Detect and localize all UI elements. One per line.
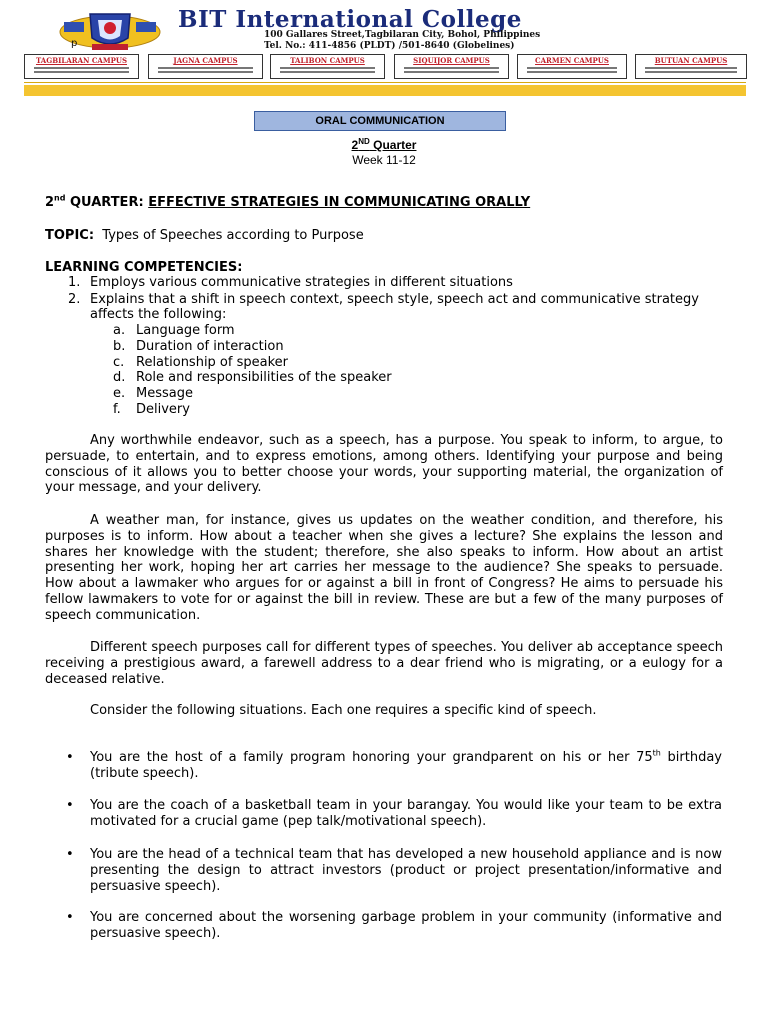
bullet-icon: • xyxy=(66,847,74,862)
sub-item-text: Delivery xyxy=(136,402,190,417)
body-paragraph: Different speech purposes call for different types of speeches. You deliver ab acceptance speech receiving a prestigious award, a farewell address to a dear friend who is migrating, or a eulogy for a deceased relative. xyxy=(45,640,723,687)
topic-label: TOPIC: xyxy=(45,228,95,243)
topic-line xyxy=(45,228,723,244)
college-name: BIT International College xyxy=(178,6,522,33)
subject-title-box: ORAL COMMUNICATION xyxy=(254,111,506,131)
campus-siquijor xyxy=(394,54,509,79)
competency-text: Explains that a shift in speech context, speech style, speech act and communicative strategy xyxy=(90,292,699,307)
topic-text: Types of Speeches according to Purpose xyxy=(94,228,364,243)
quarter-label xyxy=(0,138,768,152)
campus-contact-line xyxy=(280,71,375,73)
bullet-icon: • xyxy=(66,798,74,813)
campus-butuan xyxy=(635,54,747,79)
sub-item-text: Duration of interaction xyxy=(136,339,284,354)
sub-item-text: Relationship of speaker xyxy=(136,355,288,370)
situation-text: You are the host of a family program honoring your grandparent on his or her 75 xyxy=(90,750,653,765)
college-address: 100 Gallares Street,Tagbilaran City, Bohol, Philippines xyxy=(264,30,541,40)
situation-item xyxy=(90,750,722,782)
campus-contact-line xyxy=(645,71,737,73)
campus-contact-line xyxy=(645,67,737,69)
competency-number: 2. xyxy=(68,292,81,307)
campus-tagbilaran xyxy=(24,54,139,79)
campus-contact-line xyxy=(527,71,617,73)
campus-contact-line xyxy=(404,67,499,69)
campus-contact-line xyxy=(280,67,375,69)
sub-item-text: Message xyxy=(136,386,193,401)
situation-item: You are the head of a technical team that has developed a new household appliance and is now presenting the design to attract investors (product or project presentation/informative and persuasive speech). xyxy=(90,847,722,894)
college-telephone: Tel. No.: 411-4856 (PLDT) /501-8640 (Globelines) xyxy=(264,41,515,51)
campus-name: BUTUAN CAMPUS xyxy=(654,56,728,65)
body-paragraph: Any worthwhile endeavor, such as a speech, has a purpose. You speak to inform, to argue, to persuade, to entertain, and to express emotions, among others. Identifying your purpose and being conscious of it allows you to better choose your words, your supporting material, the organization of your message, and your delivery. xyxy=(45,433,723,496)
stray-character: p xyxy=(71,38,78,49)
campus-name: TAGBILARAN CAMPUS xyxy=(35,56,128,65)
campus-list xyxy=(24,54,748,80)
campus-name: TALIBON CAMPUS xyxy=(290,56,365,65)
campus-contact-line xyxy=(34,71,129,73)
ordinal-suffix: th xyxy=(652,748,661,758)
campus-talibon xyxy=(270,54,385,79)
campus-name: CARMEN CAMPUS xyxy=(535,56,609,65)
sub-item-text: Role and responsibilities of the speaker xyxy=(136,370,392,385)
sub-item-letter: c. xyxy=(113,355,125,370)
week-label: Week 11-12 xyxy=(352,153,416,167)
heading-suffix: nd xyxy=(54,193,66,203)
heading-title: EFFECTIVE STRATEGIES IN COMMUNICATING ORALLY xyxy=(148,195,531,210)
quarter-word: Quarter xyxy=(369,138,417,152)
situation-item: You are concerned about the worsening garbage problem in your community (informative and persuasive speech). xyxy=(90,910,722,941)
sub-item-letter: a. xyxy=(113,323,126,338)
competency-number: 1. xyxy=(68,275,81,290)
campus-name: SIQUIJOR CAMPUS xyxy=(413,56,490,65)
competency-text-continued: affects the following: xyxy=(90,307,227,322)
body-paragraph: Consider the following situations. Each one requires a specific kind of speech. xyxy=(90,703,597,718)
situation-text-end: birthday (tribute speech). xyxy=(90,750,722,781)
quarter-number: 2 xyxy=(351,138,359,152)
campus-contact-line xyxy=(158,67,253,69)
quarter-heading xyxy=(45,195,723,211)
campus-contact-line xyxy=(527,67,617,69)
body-paragraph: A weather man, for instance, gives us updates on the weather condition, and therefore, his purposes is to inform. How about a teacher when she gives a lecture? She explains the lesson and shares her knowledge with the student; therefore, she also speaks to inform. How about an artist presenting her work, hoping her art carries her message to the audience? She speaks to persuade. How about a lawmaker who argues for or against a bill in front of Congress? He aims to persuade his fellow lawmakers to vote for or against the bill in review. These are but a few of the many purposes of speech communication. xyxy=(45,513,723,623)
competency-text: Employs various communicative strategies in different situations xyxy=(90,275,513,290)
campus-contact-line xyxy=(404,71,499,73)
campus-contact-line xyxy=(34,67,129,69)
sub-item-letter: e. xyxy=(113,386,126,401)
campus-name: JAGNA CAMPUS xyxy=(173,56,238,65)
campus-jagna xyxy=(148,54,263,79)
heading-number: 2 xyxy=(45,195,55,210)
campus-contact-line xyxy=(158,71,253,73)
sub-item-letter: f. xyxy=(113,402,121,417)
bullet-icon: • xyxy=(66,910,74,925)
situation-item: You are the coach of a basketball team in your barangay. You would like your team to be extra motivated for a crucial game (pep talk/motivational speech). xyxy=(90,798,722,829)
sub-item-letter: b. xyxy=(113,339,126,354)
sub-item-text: Language form xyxy=(136,323,235,338)
header-gold-bar xyxy=(24,85,746,96)
header-divider-line xyxy=(24,82,746,83)
sub-item-letter: d. xyxy=(113,370,126,385)
competencies-heading: LEARNING COMPETENCIES: xyxy=(45,260,243,275)
heading-label: QUARTER: xyxy=(65,195,149,210)
quarter-suffix: ND xyxy=(358,137,370,146)
bullet-icon: • xyxy=(66,750,74,765)
letterhead xyxy=(0,0,768,100)
campus-carmen xyxy=(517,54,627,79)
